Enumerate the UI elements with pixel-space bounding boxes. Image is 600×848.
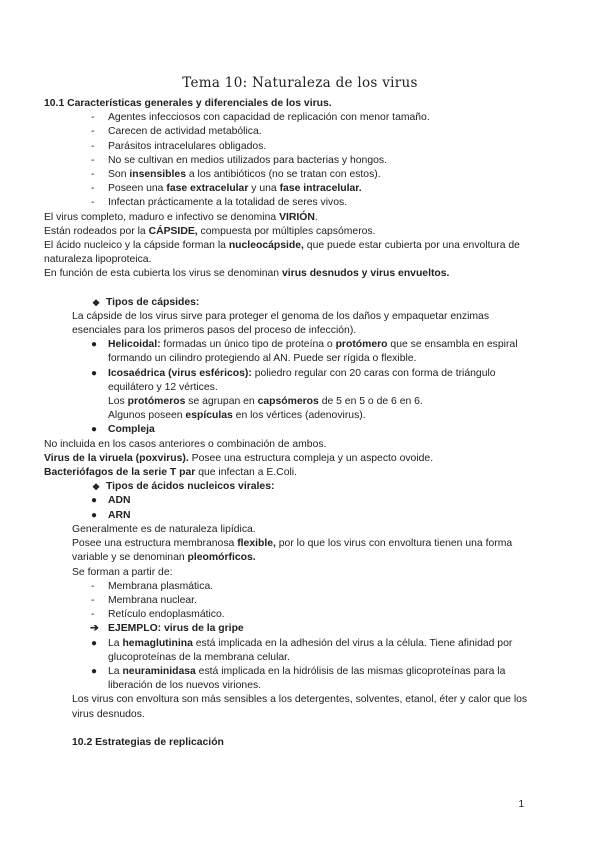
section-heading-10-2: 10.2 Estrategias de replicación <box>72 736 224 748</box>
paragraph: Bacteriófagos de la serie T par que infectan a E.Coli. <box>44 467 297 479</box>
list-item: - Agentes infecciosos con capacidad de replicación con menor tamaño. <box>44 111 564 125</box>
example-list <box>44 637 564 694</box>
bullet-icon: ● <box>91 339 98 351</box>
paragraph: Se forman a partir de: <box>72 566 173 578</box>
subsection-heading-capsids: ❖ Tipos de cápsides: <box>44 296 564 310</box>
bullet-icon: ● <box>91 495 98 507</box>
paragraph: virus desnudos. <box>72 708 145 720</box>
subsection-heading-nucleic-acids: ❖ Tipos de ácidos nucleicos virales: <box>44 480 564 494</box>
list-item-hemaglutinina: ● La hemaglutinina está implicada en la adhesión del virus a la célula. Tiene afinidad por glucoproteínas de la membrana celular. <box>91 637 513 663</box>
list-item-neuraminidasa: ● La neuraminidasa está implicada en la hidrólisis de las mismas glicoproteínas para la liberación de los nuevos viriones. <box>91 665 506 692</box>
nucleic-acids-list <box>44 494 564 522</box>
list-item: - Poseen una fase extracelular y una fase intracelular. <box>44 182 564 196</box>
page-number: 1 <box>518 798 524 810</box>
list-item: - Parásitos intracelulares obligados. <box>44 140 564 154</box>
list-item-icosaedrica: ● Icosaédrica (virus esféricos): poliedro regular con 20 caras con forma de triángulo equilátero y 12 vértices. <box>91 367 496 393</box>
bullet-icon: ● <box>91 367 98 379</box>
section-heading-10-1: 10.1 Características generales y diferenciales de los virus. <box>44 98 332 109</box>
document-body <box>44 97 564 750</box>
paragraph: No incluida en los casos anteriores o combinación de ambos. <box>44 438 327 450</box>
paragraph: variable y se denominan pleomórficos. <box>72 552 256 564</box>
paragraph: El ácido nucleico y la cápside forman la nucleocápside, que puede estar cubierta por una envoltura de <box>44 240 520 252</box>
bullet-icon: ● <box>91 424 98 436</box>
paragraph: El virus completo, maduro e infectivo se denomina VIRIÓN. <box>44 211 318 223</box>
capsid-types-list <box>44 338 564 395</box>
paragraph: Los virus con envoltura son más sensibles a los detergentes, solventes, etanol, éter y calor que los <box>72 694 528 706</box>
example-heading: ➔ EJEMPLO: virus de la gripe <box>44 622 564 636</box>
paragraph: Algunos poseen espículas en los vértices (adenovirus). <box>108 410 366 422</box>
envelope-sources-list <box>44 580 564 623</box>
list-item-helicoidal: ● Helicoidal: formadas un único tipo de proteína o protómero que se ensambla en espiral formando un cilindro protegiendo al AN. Puede ser rígida o flexible. <box>91 339 518 365</box>
paragraph: Los protómeros se agrupan en capsómeros de 5 en 5 o de 6 en 6. <box>108 396 423 408</box>
paragraph: Posee una estructura membranosa flexible, por lo que los virus con envoltura tienen una forma <box>72 538 513 550</box>
paragraph: Generalmente es de naturaleza lipídica. <box>72 523 256 535</box>
list-item: - Son insensibles a los antibióticos (no se tratan con estos). <box>44 168 564 182</box>
paragraph: La cápside de los virus sirve para proteger el genoma de los daños y empaquetar enzimas <box>72 310 490 322</box>
bullet-icon: ● <box>91 665 98 677</box>
page-title: Tema 10: Naturaleza de los virus <box>182 75 418 91</box>
list-item: ● ARN <box>44 509 564 523</box>
paragraph: naturaleza lipoproteica. <box>44 254 152 266</box>
list-item-compleja: ● Compleja <box>44 423 564 437</box>
paragraph: Están rodeados por la CÁPSIDE, compuesta por múltiples capsómeros. <box>44 225 376 237</box>
diamond-bullet-icon: ❖ <box>92 297 101 308</box>
list-item: - No se cultivan en medios utilizados para bacterias y hongos. <box>44 154 564 168</box>
arrow-right-icon: ➔ <box>90 623 99 635</box>
list-item: ● ADN <box>44 494 564 508</box>
list-item: - Membrana nuclear. <box>44 594 564 608</box>
characteristics-list <box>44 111 564 210</box>
list-item: - Membrana plasmática. <box>44 580 564 594</box>
list-item: - Retículo endoplasmático. <box>44 608 564 622</box>
diamond-bullet-icon: ❖ <box>92 482 101 493</box>
paragraph: esenciales para los primeros pasos del proceso de infección). <box>72 325 357 337</box>
paragraph: En función de esta cubierta los virus se denominan virus desnudos y virus envueltos. <box>44 268 450 280</box>
paragraph: Virus de la viruela (poxvirus). Posee una estructura compleja y un aspecto ovoide. <box>44 452 434 464</box>
bullet-icon: ● <box>91 509 98 521</box>
list-item: - Carecen de actividad metabólica. <box>44 125 564 139</box>
bullet-icon: ● <box>91 637 98 649</box>
list-item: - Infectan prácticamente a la totalidad de seres vivos. <box>44 196 564 210</box>
